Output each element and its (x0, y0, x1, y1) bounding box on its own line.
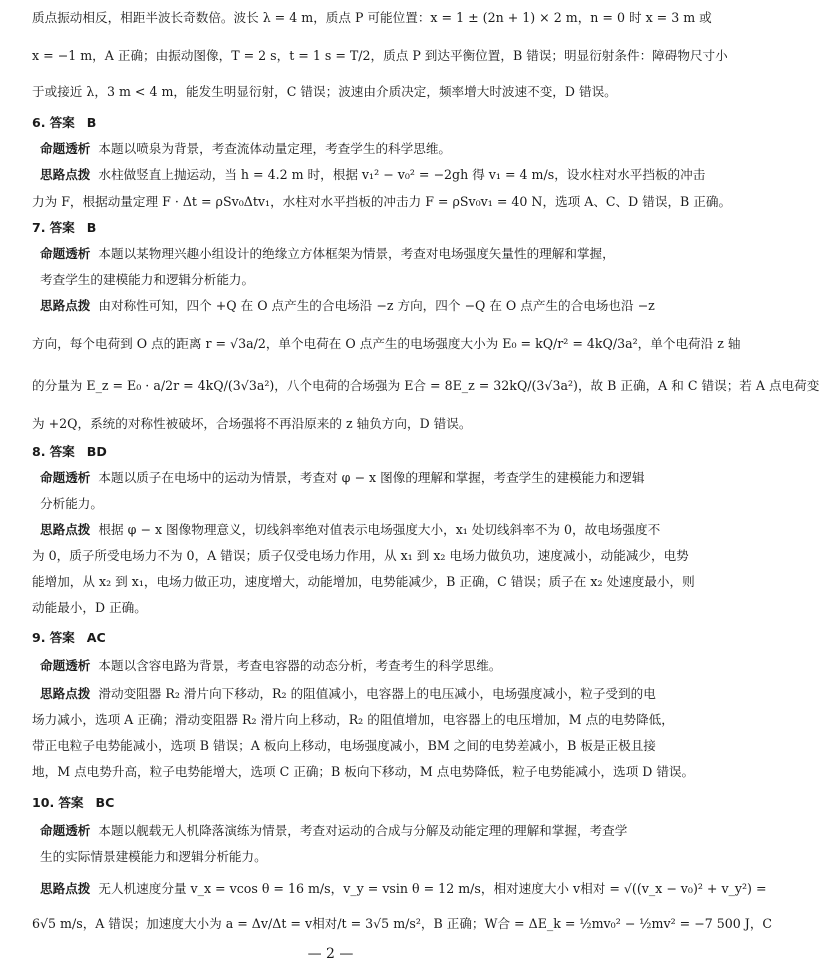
q10-answer-label: 答案 (58, 795, 84, 810)
q10-answer (32, 795, 639, 811)
text-line: 动能最小，D 正确。 (32, 600, 147, 615)
text-line: 地，M 点电势升高，粒子电势能增大，选项 C 正确；B 板向下移动，M 点电势降低，粒子电势能减小，选项 D 错误。 (32, 764, 695, 779)
text-line: 方向，每个电荷到 O 点的距离 r = √3a/2，单个电荷在 O 点产生的电场强度大小为 E₀ = kQ/r² = 4kQ/3a²，单个电荷沿 z 轴 (32, 336, 741, 351)
q8-analysis-label: 命题透析 (40, 470, 91, 485)
q7-analysis-label: 命题透析 (40, 246, 91, 261)
text-line: 质点振动相反，相距半波长奇数倍。波长 λ = 4 m，质点 P 可能位置：x = 1 ± (2n + 1) × 2 m，n = 0 时 x = 3 m 或 (32, 10, 712, 25)
text-line: 分析能力。 (40, 496, 103, 511)
q7-analysis (40, 246, 639, 262)
q9-analysis-label: 命题透析 (40, 658, 91, 673)
q8-answer (32, 444, 639, 460)
q9-analysis (40, 658, 639, 674)
q7-answer-value: B (86, 220, 97, 235)
q10-answer-value: BC (95, 795, 115, 810)
q6-analysis-label: 命题透析 (40, 141, 91, 156)
q8-answer-value: BD (86, 444, 107, 459)
text-line: 6√5 m/s，A 错误；加速度大小为 a = Δv/Δt = v相对/t = 3√5 m/s²，B 正确；W合 = ΔE_k = ½mv₀² − ½mv² = −7 500 J，C (32, 916, 773, 931)
q8-analysis-text: 本题以质子在电场中的运动为情景，考查对 φ − x 图像的理解和掌握，考查学生的建模能力和逻辑 (98, 470, 645, 485)
q7-solution-text: 由对称性可知，四个 +Q 在 O 点产生的合电场沿 −z 方向，四个 −Q 在 O 点产生的合电场也沿 −z (98, 298, 655, 313)
text-line: 能增加，从 x₂ 到 x₁，电场力做正功，速度增大，动能增加，电势能减少，B 正确，C 错误；质子在 x₂ 处速度最小，则 (32, 574, 695, 589)
q8-solution (40, 522, 661, 538)
q6-solution-text: 水柱做竖直上抛运动，当 h = 4.2 m 时，根据 v₁² − v₀² = −2gh 得 v₁ = 4 m/s，设水柱对水平挡板的冲击 (98, 167, 706, 182)
q6-answer-label: 答案 (49, 115, 75, 130)
q9-answer (32, 630, 639, 646)
q9-solution-text: 滑动变阻器 R₂ 滑片向下移动，R₂ 的阻值减小，电容器上的电压减小，电场强度减小，粒子受到的电 (98, 686, 656, 701)
q10-analysis (40, 823, 639, 839)
q7-solution (40, 298, 655, 314)
q6-answer (32, 115, 639, 131)
text-line: 为 +2Q，系统的对称性被破坏，合场强将不再沿原来的 z 轴负方向，D 错误。 (32, 416, 472, 431)
q8-number: 8. (32, 444, 46, 459)
text-line: 的分量为 E_z = E₀ · a/2r = 4kQ/(3√3a²)，八个电荷的合场强为 E合 = 8E_z = 32kQ/(3√3a²)，故 B 正确，A 和 C 错误；若 A 点电荷变 (32, 378, 819, 393)
q10-analysis-label: 命题透析 (40, 823, 91, 838)
q8-solution-label: 思路点拨 (40, 522, 91, 537)
q10-solution (40, 881, 767, 897)
q10-solution-text: 无人机速度分量 v_x = vcos θ = 16 m/s，v_y = vsin θ = 12 m/s，相对速度大小 v相对 = √((v_x − v₀)² + v_y²) = (98, 881, 767, 896)
q9-analysis-text: 本题以含容电路为背景，考查电容器的动态分析，考查考生的科学思维。 (98, 658, 502, 673)
page-number: — 2 — (307, 946, 354, 962)
q10-analysis-text: 本题以舰载无人机降落演练为情景，考查对运动的合成与分解及动能定理的理解和掌握，考查学 (98, 823, 628, 838)
text-line: 生的实际情景建模能力和逻辑分析能力。 (40, 849, 267, 864)
q9-answer-value: AC (86, 630, 106, 645)
q10-number: 10. (32, 795, 55, 810)
q7-solution-label: 思路点拨 (40, 298, 91, 313)
q9-answer-label: 答案 (49, 630, 75, 645)
q9-number: 9. (32, 630, 46, 645)
q7-answer (32, 220, 639, 236)
q7-answer-label: 答案 (49, 220, 75, 235)
text-line: 考查学生的建模能力和逻辑分析能力。 (40, 272, 255, 287)
q8-solution-text: 根据 φ − x 图像物理意义，切线斜率绝对值表示电场强度大小，x₁ 处切线斜率不为 0，故电场强度不 (98, 522, 661, 537)
q6-solution-label: 思路点拨 (40, 167, 91, 182)
q9-solution (40, 686, 656, 702)
text-line: 场力减小，选项 A 正确；滑动变阻器 R₂ 滑片向上移动，R₂ 的阻值增加，电容器上的电压增加，M 点的电势降低， (32, 712, 674, 727)
text-line: 力为 F，根据动量定理 F · Δt = ρSv₀Δtv₁，水柱对水平挡板的冲击力 F = ρSv₀v₁ = 40 N，选项 A、C、D 错误，B 正确。 (32, 194, 732, 209)
text-line: 带正电粒子电势能减小，选项 B 错误；A 板向上移动，电场强度减小，BM 之间的电势差减小，B 板是正极且接 (32, 738, 656, 753)
q6-analysis-text: 本题以喷泉为背景，考查流体动量定理，考查学生的科学思维。 (98, 141, 451, 156)
q9-solution-label: 思路点拨 (40, 686, 91, 701)
q10-solution-label: 思路点拨 (40, 881, 91, 896)
q7-analysis-text: 本题以某物理兴趣小组设计的绝缘立方体框架为情景，考查对电场强度矢量性的理解和掌握， (98, 246, 615, 261)
q6-answer-value: B (86, 115, 97, 130)
text-line: 于或接近 λ，3 m < 4 m，能发生明显衍射，C 错误；波速由介质决定，频率增大时波速不变，D 错误。 (32, 84, 617, 99)
q6-analysis (40, 141, 639, 157)
q6-number: 6. (32, 115, 46, 130)
q6-solution (40, 167, 706, 183)
q8-analysis (40, 470, 645, 486)
text-line: x = −1 m，A 正确；由振动图像，T = 2 s，t = 1 s = T/2，质点 P 到达平衡位置，B 错误；明显衍射条件：障碍物尺寸小 (32, 48, 728, 63)
q8-answer-label: 答案 (49, 444, 75, 459)
q7-number: 7. (32, 220, 46, 235)
text-line: 为 0，质子所受电场力不为 0，A 错误；质子仅受电场力作用，从 x₁ 到 x₂ 电场力做负功，速度减小，动能减少，电势 (32, 548, 689, 563)
